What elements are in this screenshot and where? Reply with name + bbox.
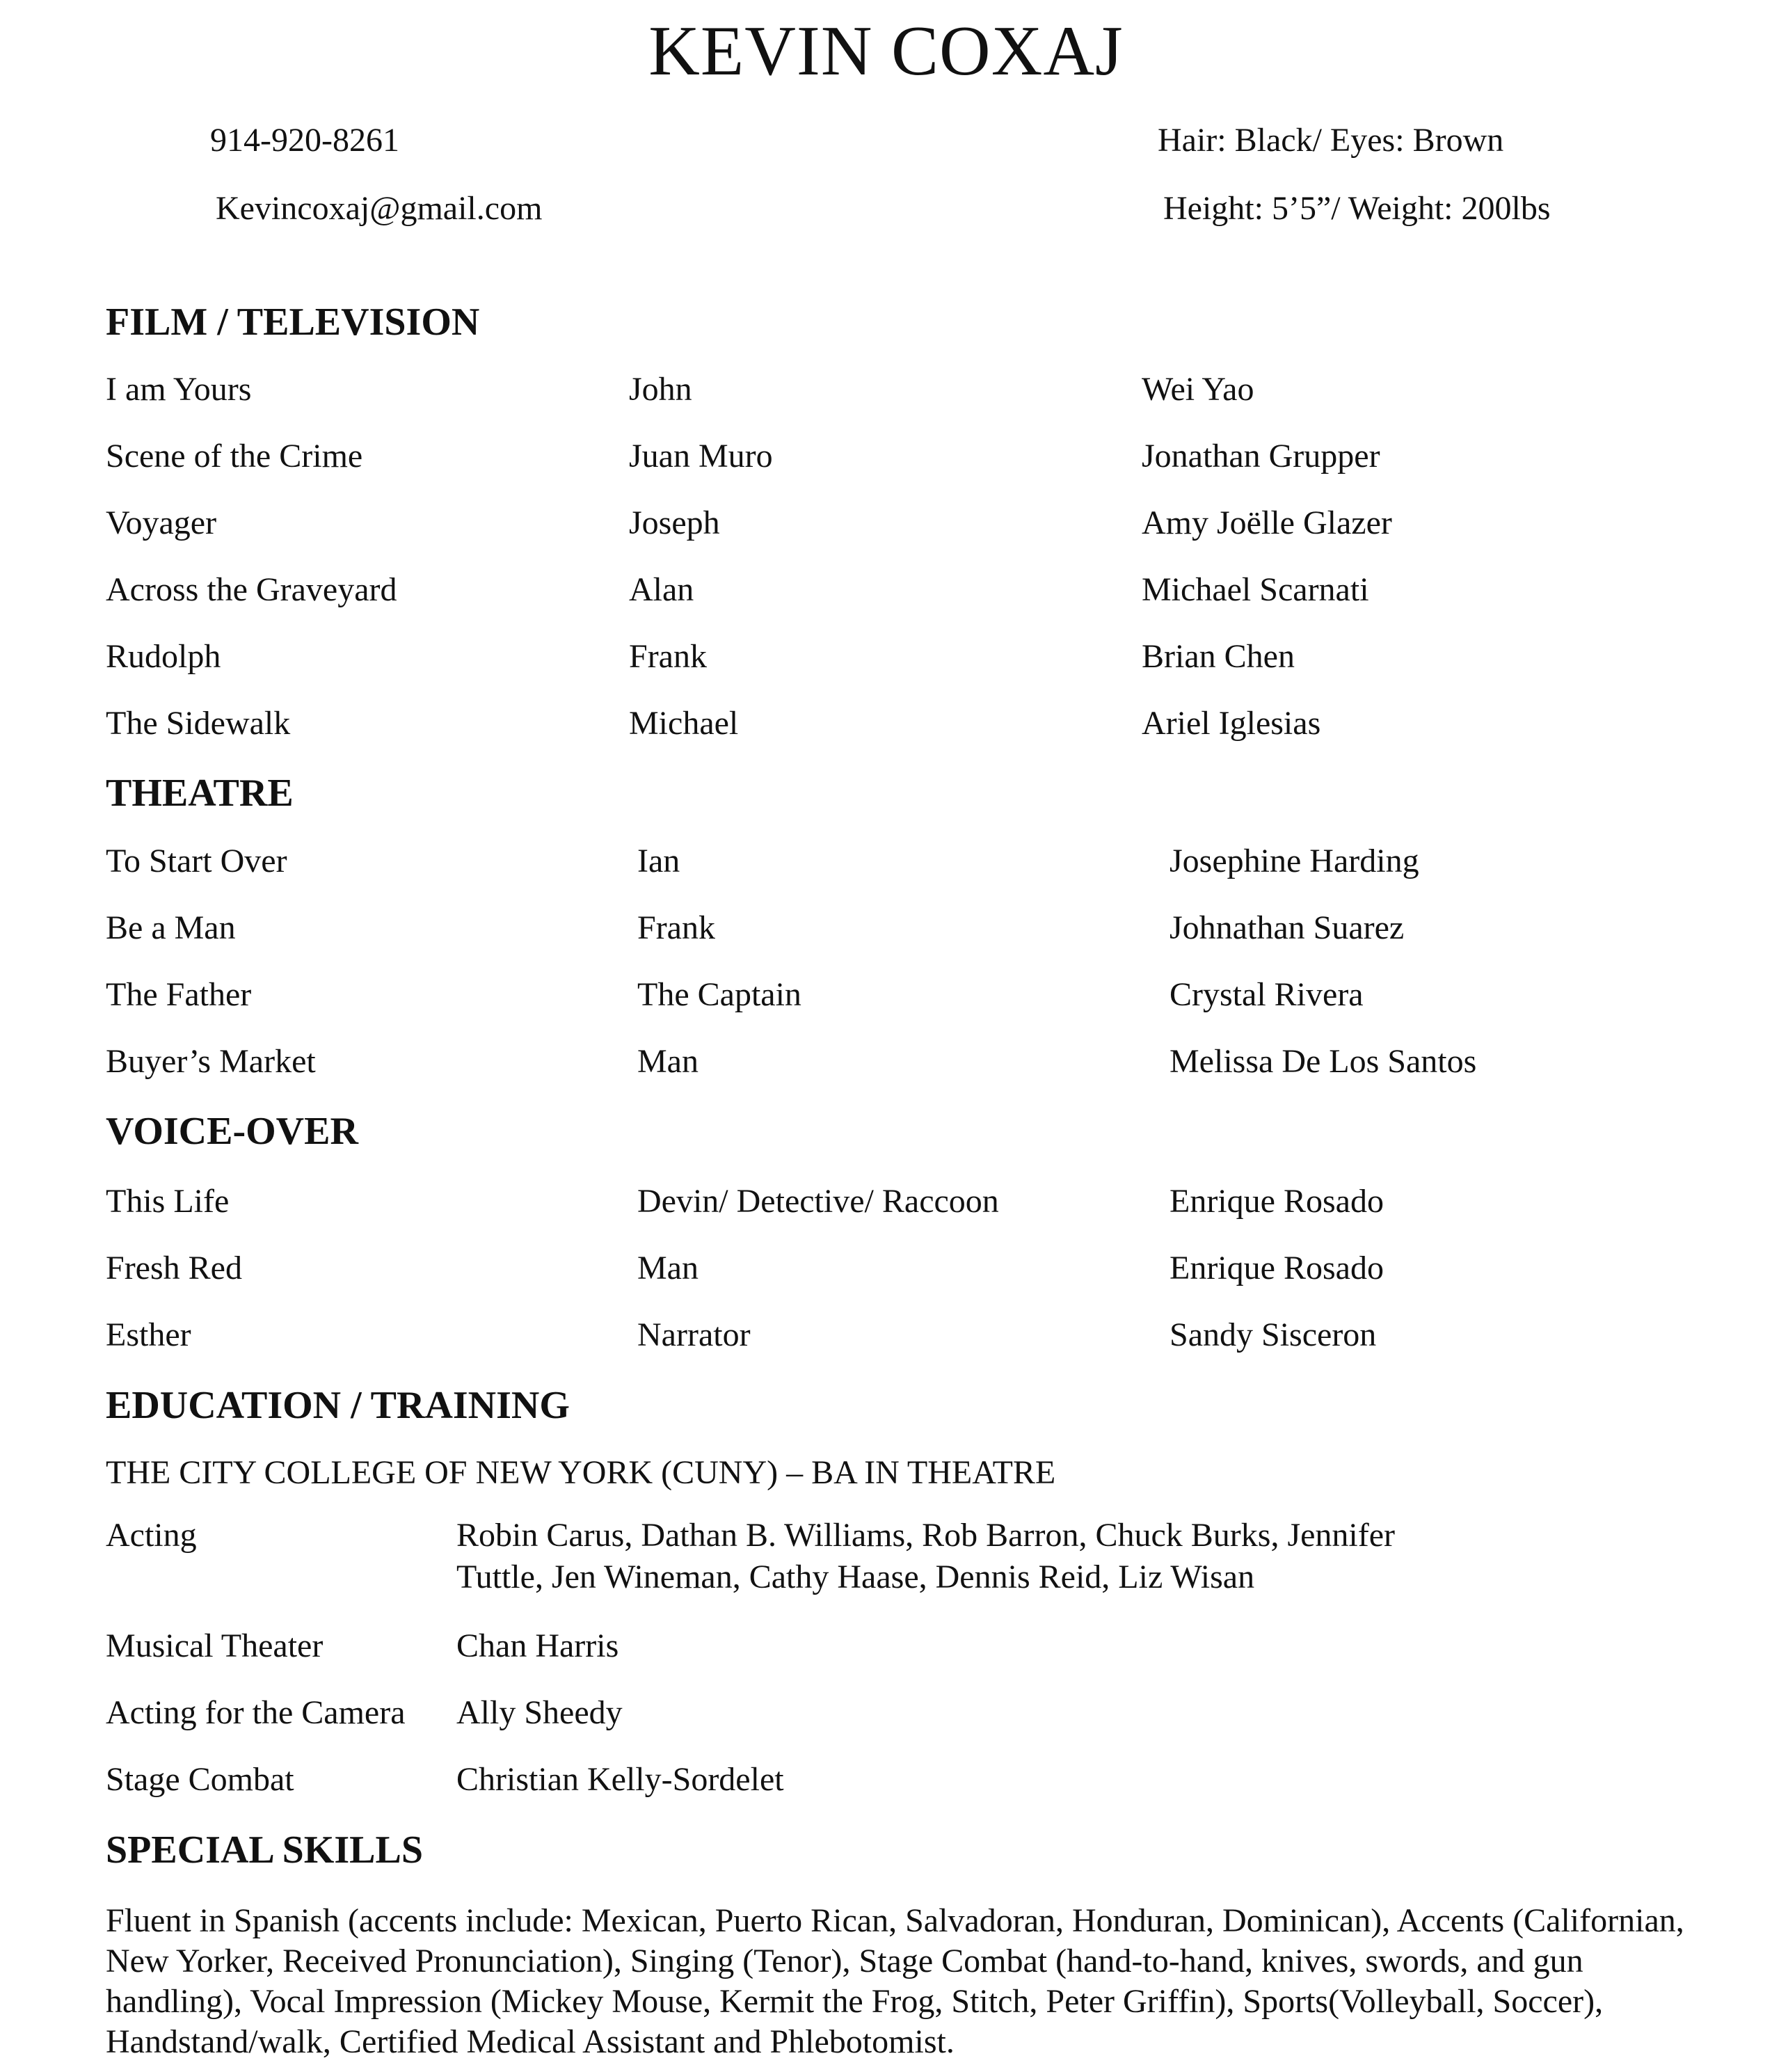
credit-title: I am Yours [106,371,252,408]
credit-title: The Sidewalk [106,705,291,742]
credit-title: This Life [106,1183,230,1220]
training-instructors: Christian Kelly-Sordelet [456,1761,784,1798]
training-subject: Stage Combat [106,1761,294,1798]
credit-director: Enrique Rosado [1170,1183,1384,1220]
credit-director: Jonathan Grupper [1142,438,1380,475]
credit-director: Amy Joëlle Glazer [1142,504,1392,541]
credit-role: Man [637,1043,699,1080]
credit-title: Scene of the Crime [106,438,363,475]
hair-eyes-info: Hair: Black/ Eyes: Brown [1158,122,1504,159]
section-heading-voice-over: VOICE-OVER [106,1110,358,1153]
training-subject: Acting for the Camera [106,1694,406,1731]
credit-role: The Captain [637,976,801,1013]
credit-director: Josephine Harding [1170,843,1419,879]
phone-number: 914-920-8261 [210,122,399,159]
height-weight-info: Height: 5’5”/ Weight: 200lbs [1163,190,1551,227]
credit-title: Rudolph [106,638,221,675]
training-subject: Acting [106,1517,197,1554]
section-heading-theatre: THEATRE [106,772,294,815]
credit-title: Buyer’s Market [106,1043,316,1080]
credit-role: Devin/ Detective/ Raccoon [637,1183,999,1220]
email-address: Kevincoxaj@gmail.com [216,190,543,227]
training-subject: Musical Theater [106,1627,324,1664]
credit-director: Melissa De Los Santos [1170,1043,1477,1080]
credit-role: Michael [629,705,739,742]
resume-name: KEVIN COXAJ [648,12,1124,90]
credit-role: Joseph [629,504,720,541]
credit-director: Johnathan Suarez [1170,909,1405,946]
credit-role: Narrator [637,1316,751,1353]
section-heading-education-training: EDUCATION / TRAINING [106,1384,570,1427]
training-instructors: Ally Sheedy [456,1694,623,1731]
credit-director: Enrique Rosado [1170,1250,1384,1286]
school-degree: THE CITY COLLEGE OF NEW YORK (CUNY) – BA IN THEATRE [106,1454,1056,1491]
credit-role: Frank [629,638,707,675]
credit-title: Be a Man [106,909,236,946]
credit-role: Man [637,1250,699,1286]
credit-role: Frank [637,909,715,946]
credit-title: Fresh Red [106,1250,242,1286]
credit-director: Ariel Iglesias [1142,705,1321,742]
credit-director: Michael Scarnati [1142,571,1369,608]
credit-title: Esther [106,1316,191,1353]
section-heading-film-television: FILM / TELEVISION [106,301,480,344]
credit-role: Ian [637,843,680,879]
credit-director: Sandy Sisceron [1170,1316,1377,1353]
section-heading-special-skills: SPECIAL SKILLS [106,1828,423,1872]
special-skills-text: Fluent in Spanish (accents include: Mexican, Puerto Rican, Salvadoran, Honduran, Dominican), Accents (Californian, New Yorker, Received Pronunciation), Singing (Tenor), Stage Combat (hand-to-hand, knives, swords, and gun handling), Vocal Impression (Mickey Mouse, Kermit the Frog, Stitch, Peter Griffin), Sports(Volleyball, Soccer), Handstand/walk, Certified Medical Assistant and Phlebotomist. [106,1902,1684,2060]
credit-role: Juan Muro [629,438,773,475]
training-instructors: Chan Harris [456,1627,619,1664]
credit-title: Across the Graveyard [106,571,397,608]
credit-role: John [629,371,692,408]
credit-title: Voyager [106,504,217,541]
credit-title: To Start Over [106,843,287,879]
credit-director: Wei Yao [1142,371,1254,408]
credit-director: Crystal Rivera [1170,976,1364,1013]
credit-role: Alan [629,571,694,608]
training-instructors: Robin Carus, Dathan B. Williams, Rob Barron, Chuck Burks, Jennifer Tuttle, Jen Wineman, Cathy Haase, Dennis Reid, Liz Wisan [456,1517,1396,1595]
credit-title: The Father [106,976,252,1013]
credit-director: Brian Chen [1142,638,1295,675]
